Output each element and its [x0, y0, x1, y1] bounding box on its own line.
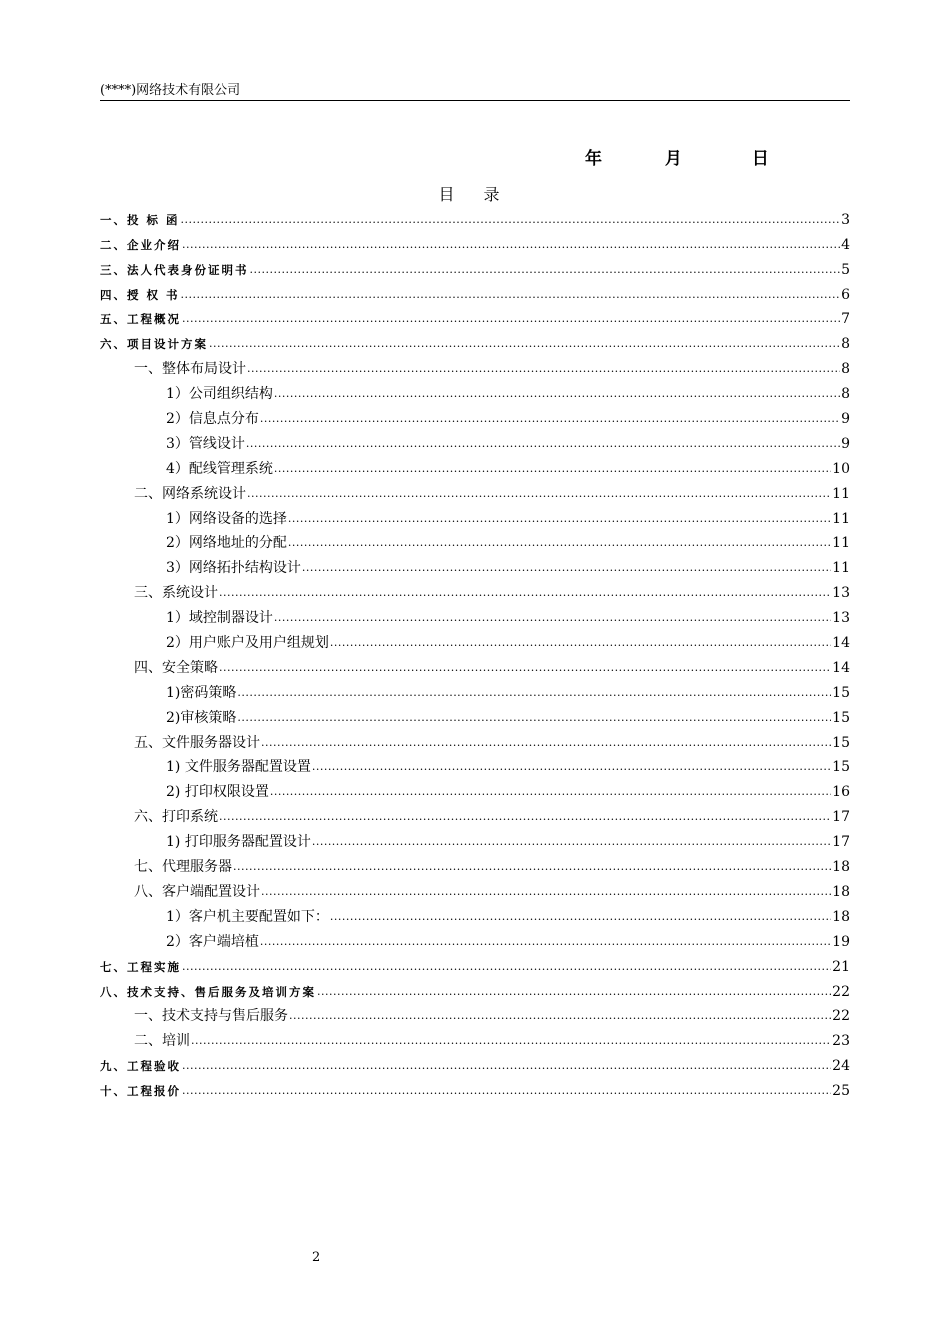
- toc-entry-label: 五、文件服务器设计: [134, 734, 260, 751]
- toc-entry[interactable]: [100, 728, 850, 753]
- toc-entry-label: 四、安全策略: [134, 659, 218, 676]
- toc-entry[interactable]: [100, 777, 850, 802]
- toc-entry[interactable]: [100, 653, 850, 678]
- toc-entry-page: 11: [832, 560, 850, 577]
- document-header: [100, 82, 850, 100]
- toc-entry-label: 四、授 权 书: [100, 287, 180, 302]
- toc-entry-label: 2）网络地址的分配: [166, 535, 287, 552]
- header-rule: [100, 100, 850, 101]
- toc-entry-label: 4）配线管理系统: [166, 460, 273, 477]
- date-day: 日: [751, 149, 770, 169]
- toc-entry-page: 8: [841, 361, 850, 378]
- table-of-contents: [100, 205, 850, 1101]
- toc-entry-label: 1）域控制器设计: [166, 610, 273, 627]
- toc-entry-label: 3）管线设计: [166, 435, 245, 452]
- toc-leader-dots: [288, 508, 831, 529]
- toc-entry-page: 17: [832, 834, 850, 851]
- toc-entry-page: 13: [832, 610, 850, 627]
- toc-entry[interactable]: [100, 827, 850, 852]
- toc-leader-dots: [182, 956, 831, 977]
- toc-leader-dots: [191, 1030, 831, 1051]
- toc-leader-dots: [250, 259, 841, 280]
- toc-entry[interactable]: [100, 230, 850, 255]
- toc-entry-label: 1）客户机主要配置如下：: [166, 908, 329, 925]
- toc-entry-label: 五、工程概况: [100, 312, 181, 327]
- toc-entry-label: 二、培训: [134, 1033, 190, 1050]
- page-number: 2: [312, 1250, 321, 1265]
- toc-entry-label: 一、投 标 函: [100, 212, 180, 227]
- toc-leader-dots: [181, 209, 841, 230]
- toc-entry-page: 17: [832, 809, 850, 826]
- toc-leader-dots: [260, 408, 840, 429]
- toc-entry-page: 16: [832, 784, 850, 801]
- toc-leader-dots: [312, 831, 831, 852]
- toc-entry-page: 22: [832, 1008, 850, 1025]
- toc-entry-page: 18: [832, 859, 850, 876]
- toc-entry[interactable]: [100, 553, 850, 578]
- toc-entry[interactable]: [100, 753, 850, 778]
- toc-leader-dots: [260, 931, 831, 952]
- toc-leader-dots: [219, 806, 831, 827]
- toc-entry-page: 3: [841, 211, 850, 228]
- toc-leader-dots: [302, 557, 831, 578]
- toc-entry[interactable]: [100, 678, 850, 703]
- toc-entry-label: 2) 打印权限设置: [166, 784, 269, 801]
- toc-entry-page: 15: [832, 734, 850, 751]
- toc-leader-dots: [237, 682, 831, 703]
- toc-entry-label: 1)密码策略: [166, 684, 237, 701]
- toc-leader-dots: [330, 632, 831, 653]
- toc-entry-page: 13: [832, 585, 850, 602]
- toc-entry-label: 3）网络拓扑结构设计: [166, 560, 301, 577]
- toc-entry-page: 9: [841, 435, 850, 452]
- toc-entry-label: 2）客户端培植: [166, 933, 259, 950]
- toc-entry[interactable]: [100, 354, 850, 379]
- toc-entry[interactable]: [100, 255, 850, 280]
- toc-entry-page: 18: [832, 883, 850, 900]
- toc-leader-dots: [274, 383, 840, 404]
- toc-leader-dots: [261, 732, 831, 753]
- toc-leader-dots: [182, 308, 840, 329]
- toc-entry[interactable]: [100, 280, 850, 305]
- toc-leader-dots: [330, 906, 831, 927]
- toc-entry-page: 24: [832, 1058, 850, 1075]
- toc-entry-label: 1) 打印服务器配置设计: [166, 834, 311, 851]
- date-line: [585, 144, 770, 169]
- date-year: 年: [585, 149, 603, 169]
- toc-entry-label: 七、代理服务器: [134, 859, 232, 876]
- toc-entry-label: 2）用户账户及用户组规划: [166, 635, 329, 652]
- toc-entry-page: 11: [832, 485, 850, 502]
- toc-entry[interactable]: [100, 305, 850, 330]
- toc-entry-label: 九、工程验收: [100, 1059, 181, 1074]
- toc-entry[interactable]: [100, 479, 850, 504]
- toc-entry-page: 22: [832, 983, 850, 1000]
- toc-leader-dots: [312, 756, 831, 777]
- toc-entry-label: 2)审核策略: [166, 709, 237, 726]
- toc-entry-label: 二、企业介绍: [100, 237, 181, 252]
- toc-leader-dots: [317, 981, 831, 1002]
- toc-entry-label: 1) 文件服务器配置设置: [166, 759, 311, 776]
- toc-entry-page: 25: [832, 1083, 850, 1100]
- toc-leader-dots: [246, 433, 840, 454]
- toc-entry-label: 七、工程实施: [100, 959, 181, 974]
- toc-leader-dots: [182, 1055, 831, 1076]
- toc-leader-dots: [270, 781, 831, 802]
- toc-leader-dots: [247, 358, 840, 379]
- toc-entry[interactable]: [100, 205, 850, 230]
- date-month: 月: [664, 149, 683, 169]
- toc-entry[interactable]: [100, 404, 850, 429]
- toc-leader-dots: [219, 657, 831, 678]
- toc-entry[interactable]: [100, 429, 850, 454]
- toc-leader-dots: [274, 458, 831, 479]
- toc-entry-page: 8: [841, 336, 850, 353]
- toc-entry[interactable]: [100, 504, 850, 529]
- toc-entry-page: 8: [841, 386, 850, 403]
- toc-entry-page: 11: [832, 510, 850, 527]
- toc-entry[interactable]: [100, 802, 850, 827]
- toc-entry[interactable]: [100, 329, 850, 354]
- toc-entry[interactable]: [100, 852, 850, 877]
- toc-entry-page: 9: [841, 411, 850, 428]
- toc-entry-page: 10: [832, 460, 850, 477]
- toc-entry-page: 11: [832, 535, 850, 552]
- toc-entry-page: 15: [832, 759, 850, 776]
- toc-entry-page: 15: [832, 684, 850, 701]
- toc-leader-dots: [289, 1005, 831, 1026]
- toc-leader-dots: [209, 333, 840, 354]
- toc-leader-dots: [182, 1080, 831, 1101]
- toc-entry-label: 2）信息点分布: [166, 411, 259, 428]
- toc-leader-dots: [237, 707, 831, 728]
- toc-entry[interactable]: [100, 902, 850, 927]
- toc-entry-page: 4: [841, 236, 850, 253]
- toc-entry[interactable]: [100, 578, 850, 603]
- toc-entry[interactable]: [100, 454, 850, 479]
- toc-entry[interactable]: [100, 703, 850, 728]
- toc-entry-label: 一、技术支持与售后服务: [134, 1008, 288, 1025]
- toc-leader-dots: [247, 483, 831, 504]
- toc-entry[interactable]: [100, 603, 850, 628]
- toc-leader-dots: [181, 284, 841, 305]
- toc-entry[interactable]: [100, 529, 850, 554]
- toc-entry-label: 二、网络系统设计: [134, 485, 246, 502]
- toc-leader-dots: [233, 856, 831, 877]
- toc-leader-dots: [261, 881, 831, 902]
- toc-entry-label: 六、打印系统: [134, 809, 218, 826]
- toc-leader-dots: [288, 532, 831, 553]
- toc-leader-dots: [274, 607, 831, 628]
- toc-entry-page: 15: [832, 709, 850, 726]
- toc-entry-label: 一、整体布局设计: [134, 361, 246, 378]
- toc-entry-label: 十、工程报价: [100, 1084, 181, 1099]
- toc-entry-label: 八、技术支持、售后服务及培训方案: [100, 984, 316, 999]
- toc-entry[interactable]: [100, 952, 850, 977]
- toc-entry[interactable]: [100, 977, 850, 1002]
- toc-entry-page: 5: [841, 261, 850, 278]
- toc-entry[interactable]: [100, 379, 850, 404]
- toc-entry[interactable]: [100, 628, 850, 653]
- toc-entry-page: 23: [832, 1033, 850, 1050]
- toc-leader-dots: [182, 234, 840, 255]
- toc-entry[interactable]: [100, 877, 850, 902]
- toc-entry-label: 三、法人代表身份证明书: [100, 262, 249, 277]
- toc-entry[interactable]: [100, 1002, 850, 1027]
- toc-entry-page: 18: [832, 908, 850, 925]
- toc-entry-page: 21: [832, 958, 850, 975]
- toc-entry-label: 八、客户端配置设计: [134, 883, 260, 900]
- toc-entry[interactable]: [100, 1076, 850, 1101]
- toc-entry[interactable]: [100, 927, 850, 952]
- toc-entry[interactable]: [100, 1051, 850, 1076]
- toc-entry[interactable]: [100, 1026, 850, 1051]
- toc-entry-label: 三、系统设计: [134, 585, 218, 602]
- toc-entry-page: 6: [841, 286, 850, 303]
- toc-leader-dots: [219, 582, 831, 603]
- toc-entry-page: 14: [832, 635, 850, 652]
- toc-entry-page: 7: [841, 311, 850, 328]
- toc-entry-page: 14: [832, 659, 850, 676]
- toc-title: 目 录: [438, 185, 512, 204]
- toc-entry-page: 19: [832, 933, 850, 950]
- toc-entry-label: 1）网络设备的选择: [166, 510, 287, 527]
- toc-entry-label: 1）公司组织结构: [166, 386, 273, 403]
- company-name: (****)网络技术有限公司: [100, 83, 241, 98]
- toc-entry-label: 六、项目设计方案: [100, 337, 208, 352]
